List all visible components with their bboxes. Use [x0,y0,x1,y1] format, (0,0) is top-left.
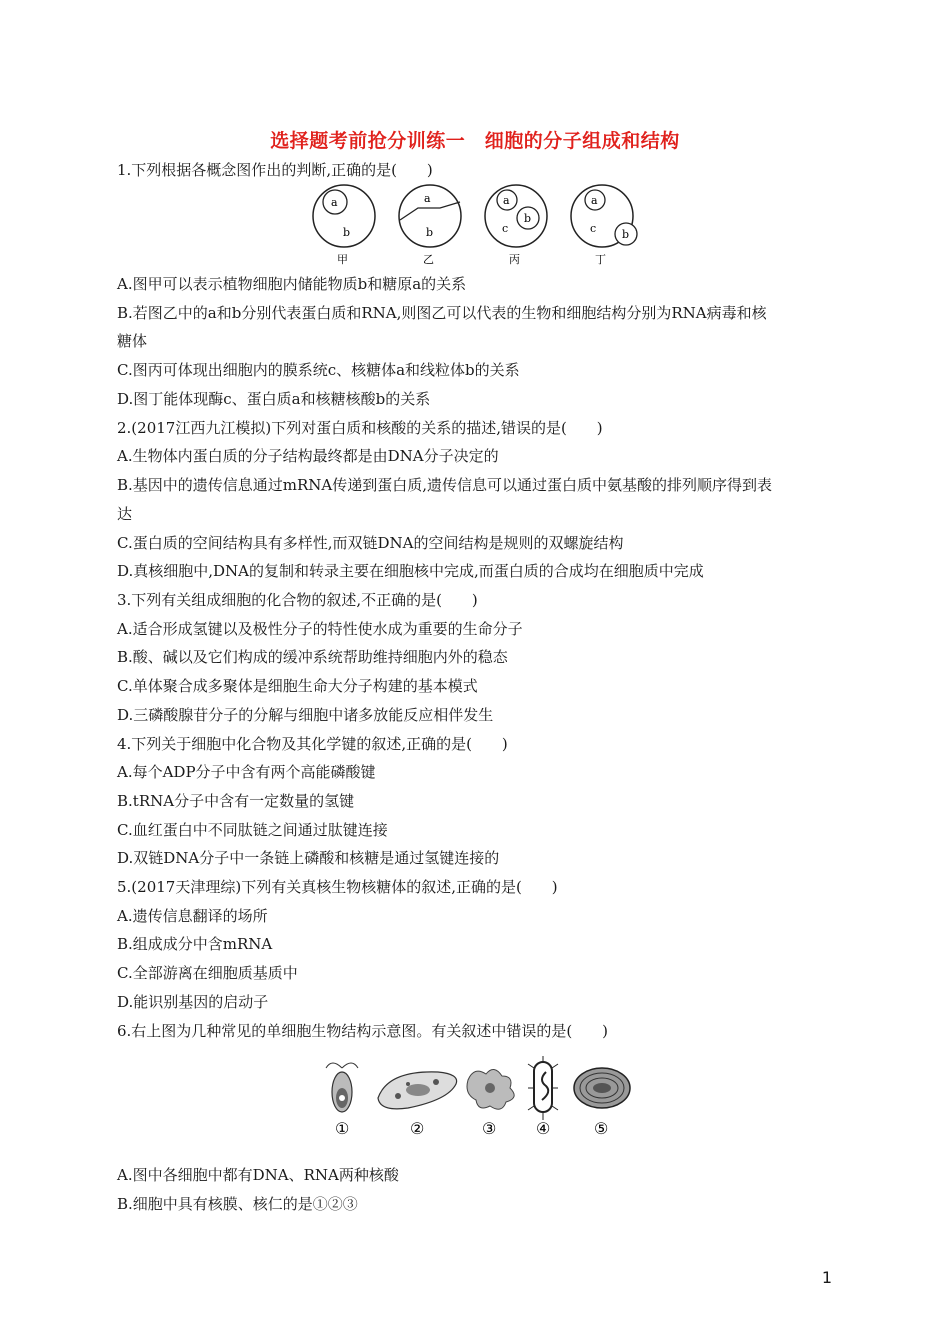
q5-option-b: B.组成成分中含mRNA [117,935,273,953]
organism-label-4: ④ [536,1119,551,1138]
q2-option-b: B.基因中的遗传信息通过mRNA传递到蛋白质,遗传信息可以通过蛋白质中氨基酸的排列顺序得到表 [117,476,773,494]
q5-option-a: A.遗传信息翻译的场所 [117,907,268,925]
bing-label-b: b [524,212,532,225]
ding-panel-label: 丁 [595,253,606,266]
organism-1-image [326,1063,358,1112]
page-title: 选择题考前抢分训练一 细胞的分子组成和结构 [270,130,680,152]
q4-option-c: C.血红蛋白中不同肽链之间通过肽键连接 [117,821,388,839]
q6-option-b: B.细胞中具有核膜、核仁的是①②③ [117,1195,358,1213]
q5-option-c: C.全部游离在细胞质基质中 [117,964,298,982]
organism-5-image [574,1068,630,1108]
q3-option-c: C.单体聚合成多聚体是细胞生命大分子构建的基本模式 [117,677,478,695]
q4-option-d: D.双链DNA分子中一条链上磷酸和核糖是通过氢键连接的 [117,849,500,867]
question-5-stem: 5.(2017天津理综)下列有关真核生物核糖体的叙述,正确的是( ) [117,878,558,896]
q1-option-b: B.若图乙中的a和b分别代表蛋白质和RNA,则图乙可以代表的生物和细胞结构分别为RNA病毒和核 [117,304,767,322]
bing-panel-label: 丙 [509,253,520,266]
panel-jia [313,185,375,266]
q1-option-a: A.图甲可以表示植物细胞内储能物质b和糖原a的关系 [117,275,467,293]
jia-label-b: b [343,226,351,239]
q1-option-c: C.图丙可体现出细胞内的膜系统c、核糖体a和线粒体b的关系 [117,361,520,379]
single-cell-organisms-figure [318,1054,638,1138]
concept-diagram-figure [308,182,648,268]
q2-option-c: C.蛋白质的空间结构具有多样性,而双链DNA的空间结构是规则的双螺旋结构 [117,534,624,552]
jia-panel-label: 甲 [337,253,348,266]
q4-option-a: A.每个ADP分子中含有两个高能磷酸键 [117,763,376,781]
q3-option-d: D.三磷酸腺苷分子的分解与细胞中诸多放能反应相伴发生 [117,706,494,724]
q1-option-b-cont: 糖体 [117,332,148,350]
bing-label-c: c [502,222,509,235]
page-number: 1 [821,1268,832,1287]
q5-option-d: D.能识别基因的启动子 [117,993,269,1011]
q2-option-a: A.生物体内蛋白质的分子结构最终都是由DNA分子决定的 [117,447,499,465]
organism-3-image [467,1069,514,1109]
yi-panel-label: 乙 [423,253,434,266]
question-3-stem: 3.下列有关组成细胞的化合物的叙述,不正确的是( ) [117,591,478,609]
organism-label-5: ⑤ [594,1119,609,1138]
q2-option-d: D.真核细胞中,DNA的复制和转录主要在细胞核中完成,而蛋白质的合成均在细胞质中完成 [117,562,704,580]
organism-2-image [378,1072,457,1109]
organism-label-3: ③ [482,1119,497,1138]
q6-option-a: A.图中各细胞中都有DNA、RNA两种核酸 [117,1166,399,1184]
panel-yi [399,185,461,266]
question-6-stem: 6.右上图为几种常见的单细胞生物结构示意图。有关叙述中错误的是( ) [117,1022,609,1040]
q2-option-b-cont: 达 [117,505,133,523]
ding-label-b: b [622,228,630,241]
bing-label-a: a [503,194,510,207]
question-2-stem: 2.(2017江西九江模拟)下列对蛋白质和核酸的关系的描述,错误的是( ) [117,419,603,437]
q3-option-b: B.酸、碱以及它们构成的缓冲系统帮助维持细胞内外的稳态 [117,648,508,666]
concept-diagram-svg [308,182,648,268]
organism-label-1: ① [335,1119,350,1138]
panel-ding [571,185,637,266]
ding-label-a: a [591,194,598,207]
organism-label-2: ② [410,1119,425,1138]
ding-label-c: c [590,222,597,235]
jia-label-a: a [331,196,338,209]
yi-label-b: b [426,226,434,239]
panel-bing [485,185,547,266]
question-1-stem: 1.下列根据各概念图作出的判断,正确的是( ) [117,161,433,179]
q1-option-d: D.图丁能体现酶c、蛋白质a和核糖核酸b的关系 [117,390,431,408]
q4-option-b: B.tRNA分子中含有一定数量的氢键 [117,792,355,810]
q3-option-a: A.适合形成氢键以及极性分子的特性使水成为重要的生命分子 [117,620,523,638]
yi-label-a: a [424,192,431,205]
organisms-svg [318,1054,638,1138]
organism-4-image [528,1056,558,1120]
question-4-stem: 4.下列关于细胞中化合物及其化学键的叙述,正确的是( ) [117,735,508,753]
